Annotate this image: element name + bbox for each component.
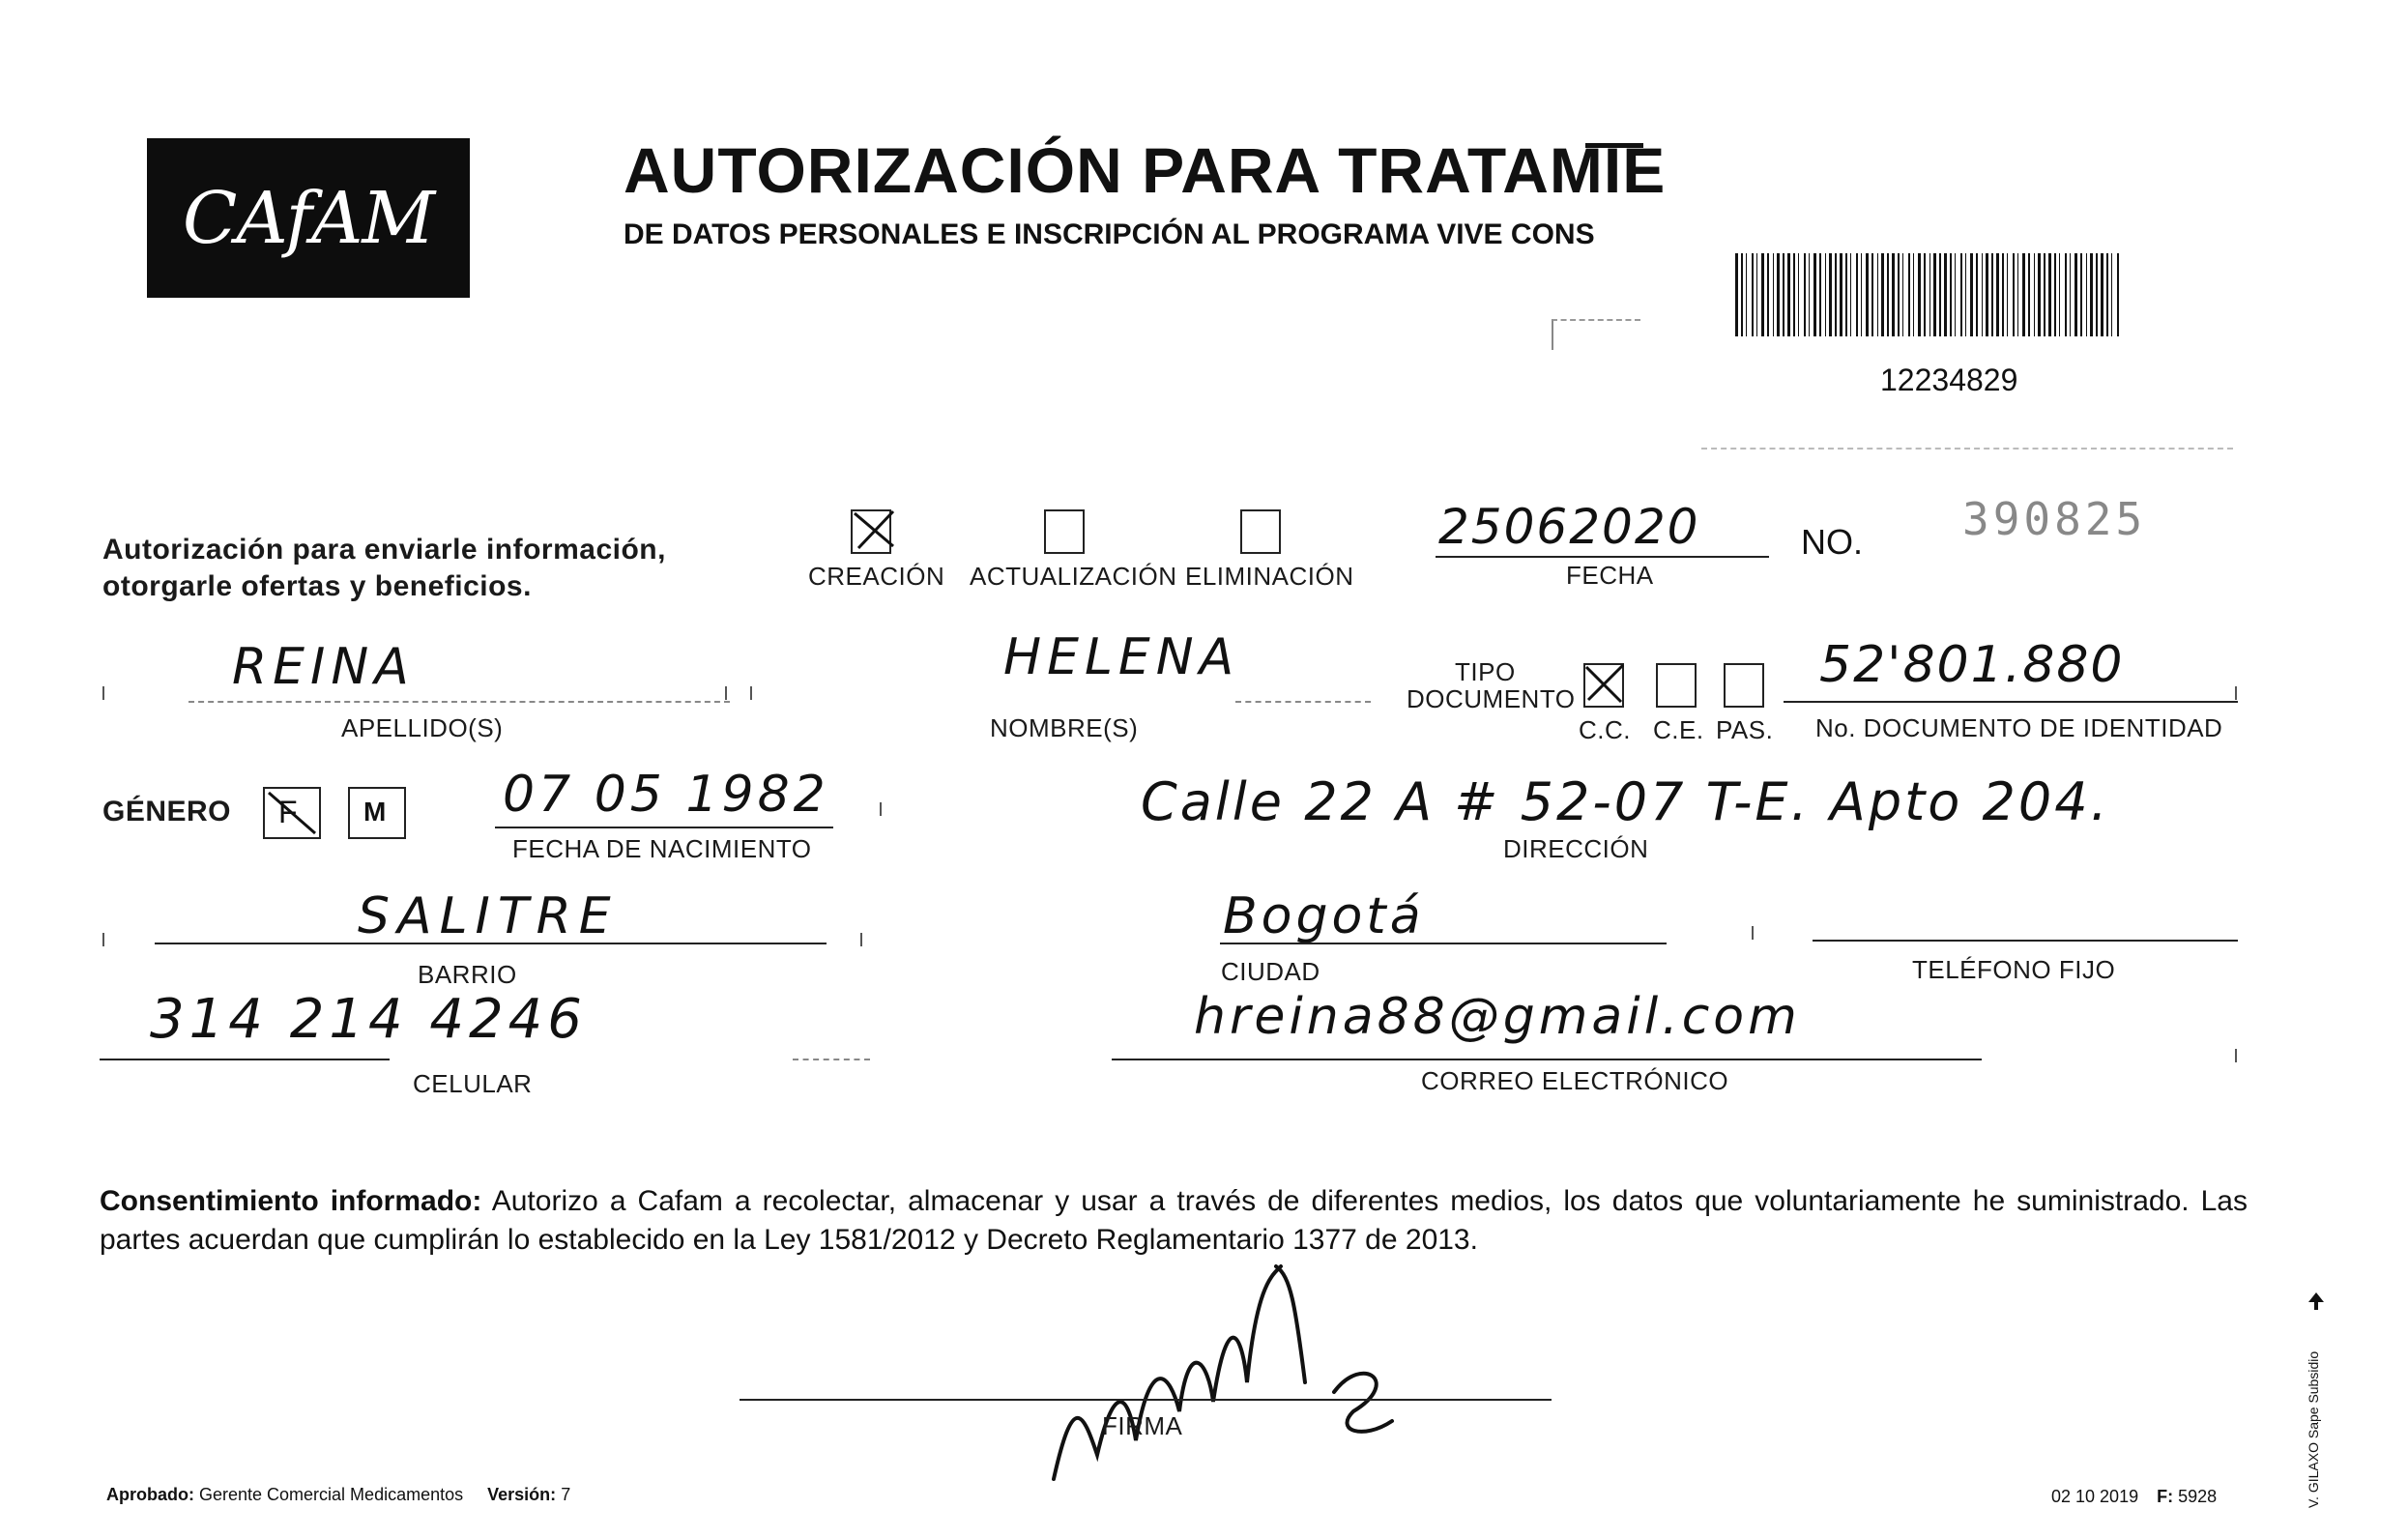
barcode-bar <box>1950 253 1952 336</box>
barcode-bar <box>1866 253 1869 336</box>
tipo-label-2: DOCUMENTO <box>1407 684 1576 713</box>
barcode-bar <box>2065 253 2067 336</box>
check-x-icon <box>1582 661 1625 706</box>
fecha-label: FECHA <box>1566 561 1654 590</box>
field-tick <box>880 802 882 816</box>
aprobado-value: Gerente Comercial Medicamentos <box>199 1485 464 1504</box>
nombres-value: HELENA <box>1003 628 1240 686</box>
barcode-bar <box>1996 253 1999 336</box>
nombres-line <box>1235 701 1371 703</box>
barcode-bar <box>1924 253 1926 336</box>
barcode-bar <box>1798 253 1799 336</box>
barcode-bar <box>1929 253 1930 336</box>
cc-label: C.C. <box>1579 715 1631 744</box>
scan-mark <box>1552 319 1640 350</box>
barcode-bar <box>1871 253 1873 336</box>
barcode-bar <box>2070 253 2071 336</box>
barcode-bar <box>2048 253 2051 336</box>
celular-line <box>100 1059 390 1060</box>
barcode-bar <box>1939 253 1941 336</box>
barcode-bar <box>2101 253 2103 336</box>
numero-value: 390825 <box>1962 493 2147 545</box>
barcode-number: 12234829 <box>1880 363 2018 397</box>
footer-aprobado <box>106 1485 570 1505</box>
ce-checkbox[interactable] <box>1656 663 1697 708</box>
signature-scribble <box>1044 1247 1450 1498</box>
creacion-label: CREACIÓN <box>808 562 945 591</box>
eliminacion-checkbox[interactable] <box>1240 509 1281 554</box>
barcode-bar <box>1787 253 1790 336</box>
eliminacion-label: ELIMINACIÓN <box>1185 562 1354 591</box>
documento-label: No. DOCUMENTO DE IDENTIDAD <box>1815 713 2223 742</box>
barcode-bar <box>1991 253 1993 336</box>
barcode-bar <box>1783 253 1784 336</box>
barcode-bar <box>2028 253 2030 336</box>
barcode-bar <box>1735 253 1738 336</box>
barcode-bar <box>1741 253 1743 336</box>
barcode-bar <box>1845 253 1847 336</box>
barcode-bar <box>1908 253 1910 336</box>
barcode-bar <box>1861 253 1862 336</box>
barcode-bar <box>2111 253 2112 336</box>
pas-checkbox[interactable] <box>1724 663 1764 708</box>
barcode-bar <box>1877 253 1878 336</box>
field-tick <box>860 933 862 946</box>
telefono-line <box>1813 940 2238 942</box>
telefono-label: TELÉFONO FIJO <box>1912 955 2116 984</box>
barcode-bar <box>2080 253 2082 336</box>
footer-f-label: F: <box>2157 1487 2174 1506</box>
barcode-bar <box>1825 253 1826 336</box>
barcode-bar <box>1813 253 1816 336</box>
barcode-bar <box>2017 253 2018 336</box>
footer-right <box>2051 1487 2217 1507</box>
barcode-bar <box>2013 253 2015 336</box>
form-title: AUTORIZACIÓN PARA TRATAMIE <box>624 134 1667 206</box>
barcode-bar <box>2086 253 2087 336</box>
field-tick <box>1752 926 1754 940</box>
field-tick <box>2235 1049 2237 1062</box>
barcode-bar <box>1898 253 1900 336</box>
barrio-value: SALITRE <box>358 887 619 945</box>
footer-vertical-text: V. GILAXO Sape Subsidio <box>2306 1350 2321 1508</box>
barcode-bar <box>2044 253 2045 336</box>
barcode-bar <box>1819 253 1821 336</box>
barcode-bar <box>2059 253 2060 336</box>
ciudad-label: CIUDAD <box>1221 957 1320 986</box>
barcode-bar <box>2074 253 2077 336</box>
barcode-bar <box>1887 253 1889 336</box>
barcode-bar <box>2096 253 2098 336</box>
consent-text: Autorizo a Cafam a recolectar, almacenar y usar a través de diferentes medios, los datos que voluntariamente he suministrado. Las partes acuerdan que cumplirán lo establecido en la Ley 1581/2012 y Decreto Reglamentario 1377 de 2013. <box>100 1185 2248 1256</box>
barcode-bar <box>1777 253 1780 336</box>
numero-label: NO. <box>1801 522 1864 562</box>
apellidos-line <box>189 701 730 703</box>
aprobado-label: Aprobado: <box>106 1485 194 1504</box>
apellidos-value: REINA <box>232 638 415 696</box>
firma-label: FIRMA <box>1102 1411 1183 1440</box>
barcode-bar <box>1767 253 1769 336</box>
documento-line <box>1784 701 2238 703</box>
ce-label: C.E. <box>1653 715 1704 744</box>
pas-label: PAS. <box>1716 715 1774 744</box>
barcode-bar <box>1793 253 1795 336</box>
barcode-bar <box>1809 253 1810 336</box>
celular-line-dashed <box>793 1059 870 1060</box>
genero-f-letter: F <box>278 795 298 829</box>
actualizacion-checkbox[interactable] <box>1044 509 1085 554</box>
barcode-bar <box>1850 253 1851 336</box>
field-tick <box>725 686 727 700</box>
genero-f-checkbox[interactable] <box>263 787 321 839</box>
ciudad-value: Bogotá <box>1223 887 1425 945</box>
barcode-bar <box>1955 253 1956 336</box>
barcode-bar <box>2022 253 2025 336</box>
barcode-bar <box>1970 253 1973 336</box>
fecha-nacimiento-value: 07 05 1982 <box>503 766 829 824</box>
barcode-bar <box>1856 253 1858 336</box>
version-value: 7 <box>561 1485 571 1504</box>
celular-label: CELULAR <box>413 1069 533 1098</box>
form-subtitle: DE DATOS PERSONALES E INSCRIPCIÓN AL PROGRAMA VIVE CONS <box>624 218 1595 250</box>
footer-date: 02 10 2019 <box>2051 1487 2139 1506</box>
field-tick <box>750 686 752 700</box>
consent-heading: Consentimiento informado: <box>100 1185 482 1217</box>
footer-f-value: 5928 <box>2178 1487 2218 1506</box>
recycle-icon <box>2306 1291 2326 1312</box>
barcode-bar <box>1986 253 1988 336</box>
barcode-bar <box>1933 253 1936 336</box>
header-divider <box>1701 448 2233 450</box>
fecha-line <box>1436 556 1769 558</box>
barcode-bar <box>1773 253 1774 336</box>
ciudad-line <box>1220 943 1667 944</box>
barrio-label: BARRIO <box>418 960 517 989</box>
barcode-bar <box>1840 253 1842 336</box>
cafam-logo <box>147 138 470 298</box>
intro-line-1: Autorización para enviarle información, <box>102 534 666 566</box>
barcode-bar <box>1756 253 1757 336</box>
barcode-bar <box>1902 253 1903 336</box>
barcode <box>1735 253 2122 336</box>
barcode-bar <box>1965 253 1966 336</box>
intro-line-2: otorgarle ofertas y beneficios. <box>102 570 532 602</box>
logo-text: CAfAM <box>182 176 435 260</box>
apellidos-label: APELLIDO(S) <box>341 713 504 742</box>
direccion-label: DIRECCIÓN <box>1503 834 1649 863</box>
fecha-value: 25062020 <box>1438 499 1700 555</box>
barcode-bar <box>2054 253 2056 336</box>
barcode-bar <box>1982 253 1983 336</box>
documento-value: 52'801.880 <box>1819 636 2125 694</box>
barcode-bar <box>2106 253 2108 336</box>
barcode-bar <box>1918 253 1921 336</box>
barcode-bar <box>2034 253 2035 336</box>
nombres-label: NOMBRE(S) <box>990 713 1139 742</box>
correo-line <box>1112 1059 1982 1060</box>
direccion-value: Calle 22 A # 52-07 T-E. Apto 204. <box>1141 771 2110 832</box>
actualizacion-label: ACTUALIZACIÓN <box>970 562 1177 591</box>
barcode-bar <box>2007 253 2008 336</box>
barcode-bar <box>1913 253 1914 336</box>
barcode-bar <box>1829 253 1832 336</box>
barcode-bar <box>1881 253 1884 336</box>
barcode-bar <box>2002 253 2004 336</box>
version-label: Versión: <box>487 1485 557 1504</box>
correo-value: hreina88@gmail.com <box>1194 988 1801 1046</box>
fecha-nacimiento-label: FECHA DE NACIMIENTO <box>512 834 812 863</box>
genero-m-checkbox[interactable] <box>348 787 406 839</box>
barcode-bar <box>1944 253 1947 336</box>
barcode-bar <box>1746 253 1747 336</box>
fecha-nacimiento-line <box>495 827 833 828</box>
genero-label: GÉNERO <box>102 796 232 827</box>
field-tick <box>102 933 104 946</box>
field-tick <box>2235 686 2237 700</box>
barcode-bar <box>1960 253 1962 336</box>
barcode-bar <box>2117 253 2119 336</box>
barcode-bar <box>1761 253 1764 336</box>
barcode-bar <box>1892 253 1895 336</box>
barcode-bar <box>1976 253 1978 336</box>
barcode-bar <box>1752 253 1754 336</box>
barcode-bar <box>1804 253 1806 336</box>
barcode-bar <box>1835 253 1837 336</box>
barrio-line <box>155 943 827 944</box>
title-cut-mark <box>1585 143 1643 154</box>
cc-checkbox[interactable] <box>1583 663 1624 708</box>
field-tick <box>102 686 104 700</box>
barcode-bar <box>2090 253 2093 336</box>
tipo-label-1: TIPO <box>1455 657 1516 686</box>
genero-m-letter: M <box>363 797 387 827</box>
check-x-icon <box>851 508 895 552</box>
creacion-checkbox[interactable] <box>851 509 891 554</box>
firma-line <box>740 1399 1552 1401</box>
correo-label: CORREO ELECTRÓNICO <box>1421 1066 1729 1095</box>
celular-value: 314 214 4246 <box>150 988 587 1051</box>
barcode-bar <box>2038 253 2041 336</box>
check-x-icon <box>263 787 321 839</box>
